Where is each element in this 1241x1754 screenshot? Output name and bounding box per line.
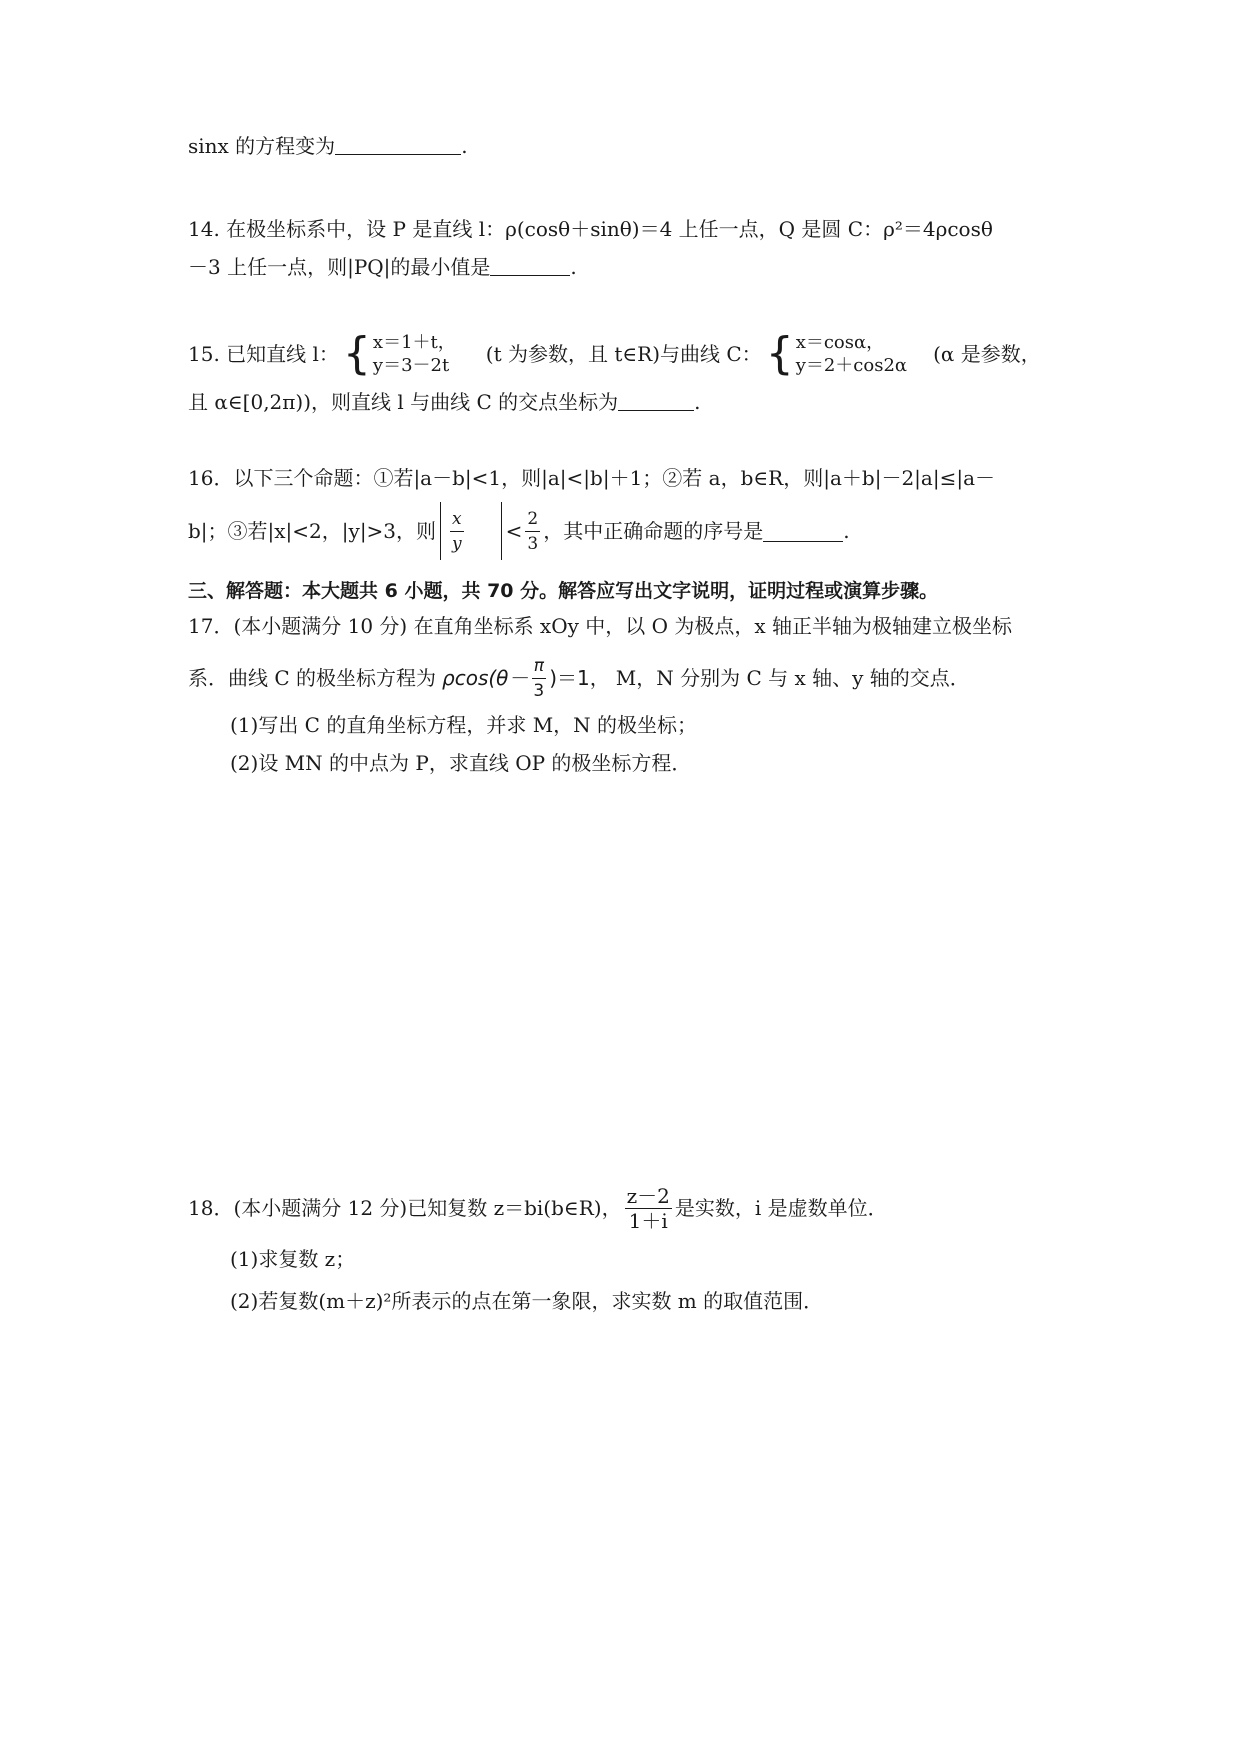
q15-curve-system (766, 330, 907, 378)
q17-text-2b: M，N 分别为 C 与 x 轴、y 轴的交点． (615, 666, 970, 690)
q18-prefix: 18．(本小题满分 12 分)已知复数 z＝bi(b∈R)， (188, 1196, 622, 1220)
q17-pi-denominator: 3 (533, 680, 545, 701)
q16-text-1: 16．以下三个命题：①若|a－b|<1，则|a|<|b|＋1；②若 a，b∈R，则|a＋b|－2|a|≤|a－ (188, 466, 995, 490)
q14-text-1: 14. 在极坐标系中，设 P 是直线 l：ρ(cosθ＋sinθ)＝4 上任一点，Q 是圆 C：ρ²＝4ρcosθ (188, 217, 993, 241)
q13-end: . (461, 134, 468, 158)
q16-abs-value (440, 502, 502, 560)
q16-fraction-2-over-3 (525, 507, 540, 556)
q17-pi-numerator: π (532, 654, 546, 679)
q16-line-1 (188, 464, 995, 492)
q15-middle: (t 为参数，且 t∈R)与曲线 C： (485, 342, 762, 366)
left-brace-icon: { (765, 328, 794, 379)
q16-answer-blank (763, 521, 843, 542)
q18-line-1 (188, 1178, 888, 1238)
q18-suffix: 是实数，i 是虚数单位． (674, 1196, 888, 1220)
q14-end: . (570, 255, 577, 279)
q17-text-1: 17．(本小题满分 10 分) 在直角坐标系 xOy 中，以 O 为极点，x 轴正半轴为极轴建立极坐标 (188, 614, 1013, 638)
q15-answer-blank (618, 390, 694, 411)
q18-fraction (625, 1184, 672, 1233)
q13-line (188, 132, 468, 160)
q17-line-1 (188, 612, 1012, 640)
left-brace-icon: { (342, 328, 371, 379)
q15-prefix: 15. 已知直线 l： (188, 342, 339, 366)
q17-pi-over-3 (531, 654, 546, 703)
q16-frac2-numerator: 2 (525, 507, 540, 532)
q14-line-2 (188, 253, 577, 281)
q15-system2-row1: x＝cosα， (795, 332, 885, 353)
q16-line-2 (188, 500, 850, 562)
q13-text: sinx 的方程变为 (188, 134, 336, 158)
q16-text-2a: b|；③若|x|<2，|y|>3，则 (188, 519, 437, 543)
q16-text-2b: ，其中正确命题的序号是 (543, 519, 764, 543)
q17-formula-b: )＝1， (549, 666, 610, 690)
q15-system2-row2: y＝2＋cos2α (795, 355, 908, 376)
q15-line-1 (188, 328, 1041, 380)
q14-line-1 (188, 215, 993, 243)
q17-part-1: (1)写出 C 的直角坐标方程，并求 M，N 的极坐标； (230, 713, 698, 737)
q17-text-2a: 系．曲线 C 的极坐标方程为 (188, 666, 437, 690)
q15-line-2 (188, 388, 701, 416)
q14-answer-blank (490, 255, 570, 276)
q18-part-2: (2)若复数(m＋z)²所表示的点在第一象限，求实数 m 的取值范围． (230, 1289, 824, 1313)
q15-line-system (343, 330, 456, 378)
q18-frac-numerator: z－2 (626, 1183, 670, 1208)
q16-end: . (843, 519, 850, 543)
q16-frac-numerator: x (450, 507, 464, 532)
q16-frac-denominator: y (452, 533, 462, 554)
q18-frac-denominator: 1＋i (628, 1208, 668, 1233)
q15-system1-row1: x＝1＋t， (372, 332, 456, 353)
q17-part-2: (2)设 MN 的中点为 P，求直线 OP 的极坐标方程． (230, 751, 692, 775)
q16-fraction-x-over-y (450, 507, 464, 556)
q15-suffix: (α 是参数， (933, 342, 1041, 366)
q15-end: . (694, 390, 701, 414)
q13-answer-blank (335, 134, 461, 155)
q16-frac2-denominator: 3 (527, 533, 539, 554)
q18-part-1: (1)求复数 z； (230, 1247, 356, 1271)
q15-text-2: 且 α∈[0,2π))，则直线 l 与曲线 C 的交点坐标为 (188, 390, 619, 414)
q15-system1-row2: y＝3－2t (372, 355, 450, 376)
q17-line-2 (188, 650, 970, 706)
q14-text-2: －3 上任一点，则|PQ|的最小值是 (188, 255, 491, 279)
section-3-heading: 三、解答题：本大题共 6 小题，共 70 分。解答应写出文字说明，证明过程或演算步骤。 (188, 580, 939, 602)
q16-less-than: < (505, 519, 523, 543)
q17-formula-a: ρcos(θ－ (442, 666, 529, 690)
